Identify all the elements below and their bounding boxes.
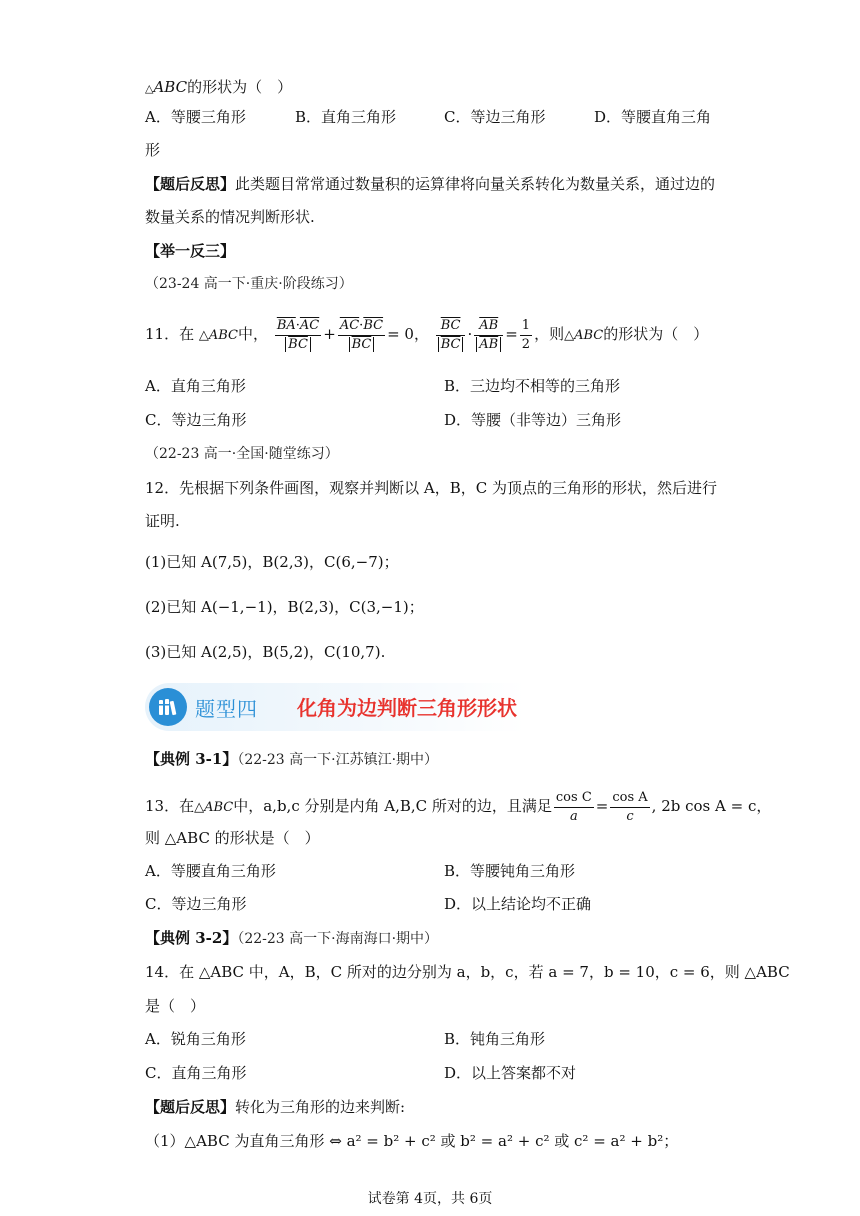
q12-item-3: (3)已知 A(2,5)，B(5,2)，C(10,7).	[145, 643, 386, 661]
q11-fraction-2: $\frac{\overline{AC}\cdot\overline{BC}}{BC}$	[339, 317, 384, 352]
q11-option-a: A．直角三角形	[145, 377, 246, 395]
q11-tail: ，则	[534, 325, 565, 343]
ex32-label: 【典例 3-2】	[145, 929, 238, 947]
q12-line2: 证明.	[145, 512, 180, 530]
ex31-source: （22-23 高一下·江苏镇江·期中）	[237, 752, 439, 768]
reflection-text: 此类题目常常通过数量积的运算律将向量关系转化为数量关系，通过边的	[235, 175, 716, 193]
q12-source: （22-23 高一·全国·随堂练习）	[145, 446, 339, 462]
q11-option-d: D．等腰（非等边）三角形	[444, 411, 622, 429]
q10-option-d-wrap: 形	[145, 141, 161, 159]
reflection-2-text: 转化为三角形的边来判断:	[235, 1098, 406, 1116]
books-icon	[149, 688, 187, 726]
section-banner	[145, 683, 525, 731]
q13-fraction-1: $\frac{\text{cos C}}{a}$	[555, 789, 592, 824]
reflection-label: 【题后反思】	[145, 175, 236, 193]
q11-fraction-3: $\frac{\overline{BC}}{BC}$	[436, 317, 466, 354]
q11-stem: 11．在 △ABC中， $\frac{\overline{BA}\cdot\overline{AC}}{BC}$ + $\frac{\overline{AC}\cdot\overline{BC}}{BC}$ = 0， $\frac{\overline{BC}}{BC}$ · $\frac{\overline{AB}}{AB}$ = $\frac{1}{2}$ ，则△ABC的形状为（ ）	[145, 317, 709, 352]
ex31-header	[145, 748, 438, 771]
q13-option-c: C．等边三角形	[145, 895, 247, 913]
section-title: 化角为边判断三角形形状	[297, 696, 517, 720]
q13-option-a: A．等腰直角三角形	[145, 862, 276, 880]
q11-tail2: 的形状为（ ）	[603, 325, 709, 343]
q11-option-b: B．三边均不相等的三角形	[444, 377, 621, 395]
q13-line2: 则 △ABC 的形状是（ ）	[145, 829, 320, 847]
q14-line1: 14．在 △ABC 中，A，B，C 所对的边分别为 a，b，c，若 a = 7，b = 10，c = 6，则 △ABC	[145, 963, 790, 981]
q10-text: 的形状为（ ）	[187, 78, 293, 96]
reflection-2	[145, 1096, 405, 1118]
q13-mid: 中，a,b,c 分别是内角 A,B,C 所对的边，且满足	[233, 797, 552, 815]
q14-option-c: C．直角三角形	[145, 1064, 247, 1082]
q14-option-b: B．钝角三角形	[444, 1030, 546, 1048]
q14-option-d: D．以上答案都不对	[444, 1064, 577, 1082]
q14-line2: 是（ ）	[145, 997, 206, 1015]
q12-item-1: (1)已知 A(7,5)，B(2,3)，C(6,−7)；	[145, 553, 399, 571]
q11-triangle: △ABC	[198, 328, 239, 343]
triangle-name: ABC	[153, 78, 188, 96]
q12-line1: 12．先根据下列条件画图，观察并判断以 A，B，C 为顶点的三角形的形状，然后进行	[145, 479, 717, 497]
q13-pre: 13．在	[145, 797, 195, 815]
q12-item-2: (2)已知 A(−1,−1)，B(2,3)，C(3,−1)；	[145, 598, 424, 616]
reflection-1-line2: 数量关系的情况判断形状.	[145, 208, 315, 226]
q11-mid: 中，	[238, 325, 269, 343]
ex31-label: 【典例 3-1】	[145, 750, 238, 768]
q11-half: $\frac{1}{2}$	[521, 317, 531, 352]
q11-fraction-1: $\frac{\overline{BA}\cdot\overline{AC}}{BC}$	[276, 317, 320, 352]
page-footer: 试卷第 4页，共 6页	[367, 1191, 493, 1207]
q13-post: , 2b cos A = c，	[651, 797, 772, 815]
q10-option-c: C．等边三角形	[444, 108, 546, 126]
q11-option-c: C．等边三角形	[145, 411, 247, 429]
q13-option-d: D．以上结论均不正确	[444, 895, 592, 913]
practice-label: 【举一反三】	[145, 242, 236, 260]
q13-fraction-2: $\frac{\text{cos A}}{c}$	[612, 789, 648, 824]
q11-fraction-4: $\frac{\overline{AB}}{AB}$	[474, 317, 503, 354]
section-type: 题型四	[195, 697, 258, 721]
q14-option-a: A．锐角三角形	[145, 1030, 246, 1048]
q11-triangle-2: △ABC	[564, 328, 604, 343]
ex32-header	[145, 927, 438, 950]
q10-stem	[145, 76, 292, 100]
q11-num: 11．在	[145, 325, 195, 343]
q13-stem	[145, 786, 771, 828]
q10-option-b: B．直角三角形	[295, 108, 397, 126]
q10-option-a: A．等腰三角形	[145, 108, 246, 126]
q13-option-b: B．等腰钝角三角形	[444, 862, 576, 880]
ex32-source: （22-23 高一下·海南海口·期中）	[237, 931, 439, 947]
q10-option-d: D．等腰直角三角	[594, 108, 712, 126]
q11-equals-zero: = 0，	[387, 325, 429, 343]
reflection-2-label: 【题后反思】	[145, 1098, 236, 1116]
q13-eq: =	[595, 797, 609, 815]
triangle-prefix: △	[145, 82, 154, 95]
reflection-2-item-1: （1）△ABC 为直角三角形 ⇔ a² = b² + c² 或 b² = a² + c² 或 c² = a² + b²；	[145, 1132, 679, 1150]
q11-source: （23-24 高一下·重庆·阶段练习）	[145, 276, 353, 292]
reflection-1-line1	[145, 173, 715, 195]
q13-triangle: △ABC	[194, 800, 234, 815]
